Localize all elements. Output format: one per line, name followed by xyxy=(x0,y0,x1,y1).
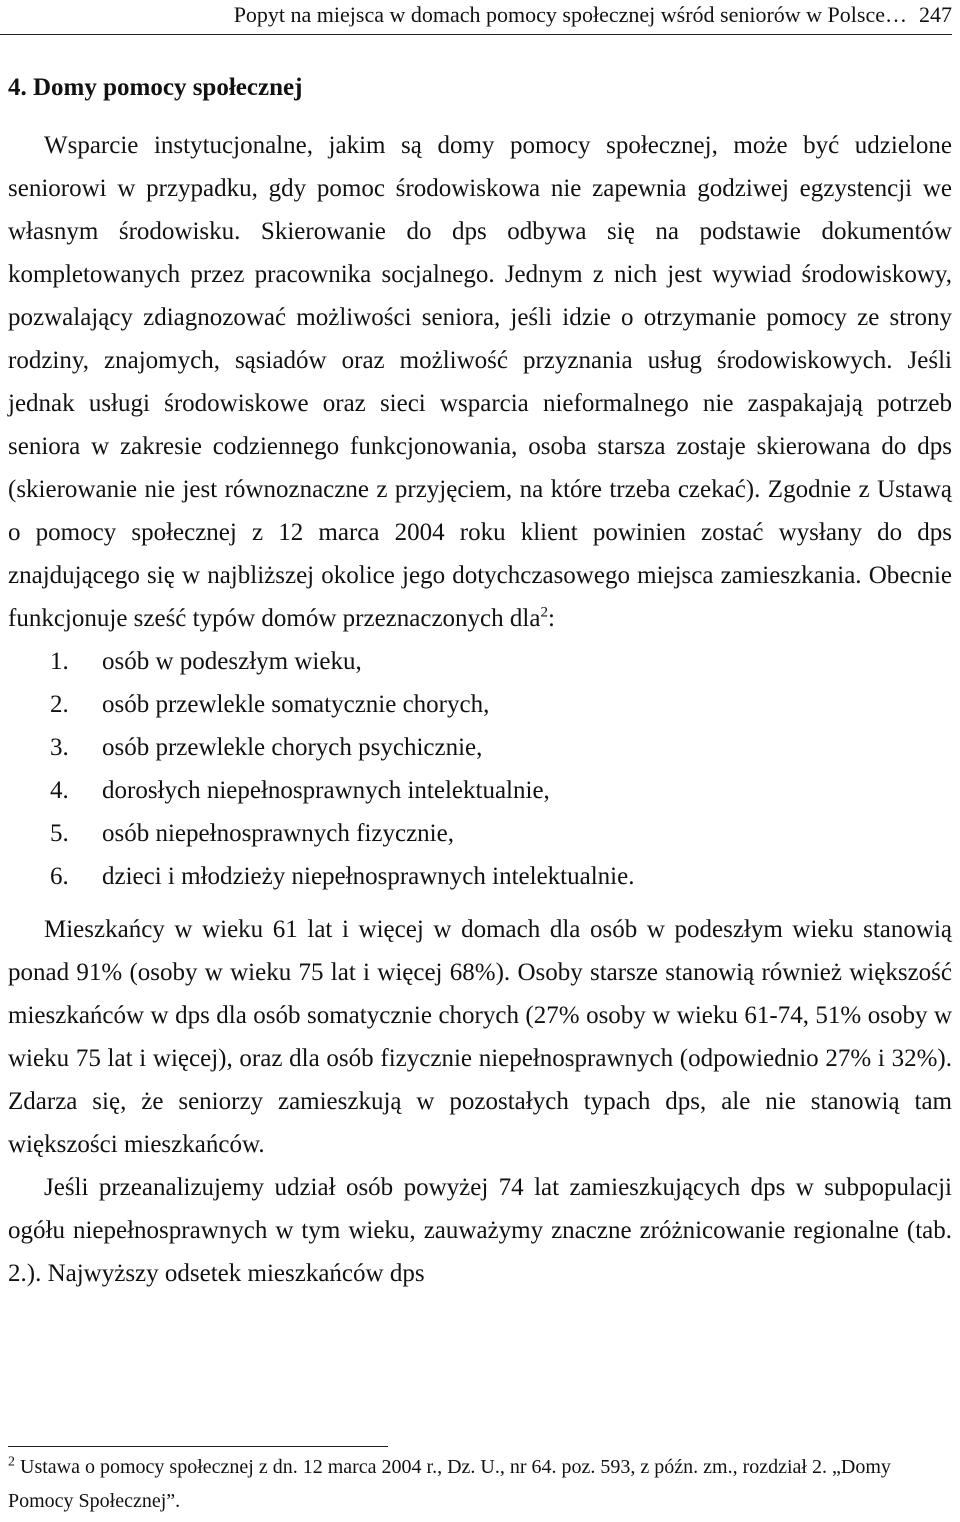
footnote-marker: 2 xyxy=(8,1454,15,1470)
list-item xyxy=(8,683,952,726)
list-item xyxy=(8,812,952,855)
running-header xyxy=(0,0,952,35)
paragraph-2: Mieszkańcy w wieku 61 lat i więcej w domach dla osób w podeszłym wieku stanowią ponad 91% (osoby w wieku 75 lat i więcej 68%). Osoby starsze stanowią również większość mieszkańców w dps dla osób somatycznie chorych (27% osoby w wieku 61-74, 51% osoby w wieku 75 lat i więcej), oraz dla osób fizycznie niepełnosprawnych (odpowiednio 27% i 32%). Zdarza się, że seniorzy zamieszkują w pozostałych typach dps, ale nie stanowią tam większości mieszkańców. xyxy=(8,916,952,1158)
list-item xyxy=(8,855,952,898)
list-item-text: osób przewlekle chorych psychicznie, xyxy=(102,734,483,761)
paragraph-1-colon: : xyxy=(547,605,555,632)
paragraph-3: Jeśli przeanalizujemy udział osób powyżej 74 lat zamieszkujących dps w subpopulacji ogółu niepełnosprawnych w tym wieku, zauważymy znaczne zróżnicowanie regionalne (tab. 2.). Najwyższy odsetek mieszkańców dps xyxy=(8,1174,952,1287)
list-item-number: 4. xyxy=(50,777,69,804)
section-heading: 4. Domy pomocy społecznej xyxy=(8,74,303,101)
list-item-number: 5. xyxy=(50,820,69,847)
list-item xyxy=(8,726,952,769)
footnote-text: Ustawa o pomocy społecznej z dn. 12 marca 2004 r., Dz. U., nr 64. poz. 593, z późn. zm., rozdział 2. „Domy Pomocy Społecznej”. xyxy=(8,1456,891,1512)
body-text xyxy=(8,124,952,1295)
list-item-text: osób niepełnosprawnych fizycznie, xyxy=(102,820,454,847)
running-title: Popyt na miejsca w domach pomocy społecznej wśród seniorów w Polsce… xyxy=(233,2,907,27)
list-item xyxy=(8,640,952,683)
list-item-number: 6. xyxy=(50,863,69,890)
list-item-number: 3. xyxy=(50,734,69,761)
list-item-text: dzieci i młodzieży niepełnosprawnych intelektualnie. xyxy=(102,863,635,890)
paragraph-1-text: Wsparcie instytucjonalne, jakim są domy pomocy społecznej, może być udzielone seniorowi w przypadku, gdy pomoc środowiskowa nie zapewnia godziwej egzystencji we własnym środowisku. Skierowanie do dps odbywa się na podstawie dokumentów kompletowanych przez pracownika socjalnego. Jednym z nich jest wywiad środowiskowy, pozwalający zdiagnozować możliwości seniora, jeśli idzie o otrzymanie pomocy ze strony rodziny, znajomych, sąsiadów oraz możliwość przyznania usług środowiskowych. Jeśli jednak usługi środowiskowe oraz sieci wsparcia nieformalnego nie zaspakajają potrzeb seniora w zakresie codziennego funkcjonowania, osoba starsza zostaje skierowana do dps (skierowanie nie jest równoznaczne z przyjęciem, na które trzeba czekać). Zgodnie z Ustawą o pomocy społecznej z 12 marca 2004 roku klient powinien zostać wysłany do dps znajdującego się w najbliższej okolice jego dotychczasowego miejsca zamieszkania. Obecnie funkcjonuje sześć typów domów przeznaczonych dla xyxy=(8,132,952,632)
dps-types-list xyxy=(8,640,952,898)
footnote-divider xyxy=(8,1446,388,1447)
list-item-text: osób przewlekle somatycznie chorych, xyxy=(102,691,490,718)
list-item-number: 2. xyxy=(50,691,69,718)
list-item xyxy=(8,769,952,812)
paragraph-1 xyxy=(8,124,952,640)
footnote xyxy=(8,1450,952,1518)
list-item-text: osób w podeszłym wieku, xyxy=(102,648,362,675)
footnote-reference[interactable]: 2 xyxy=(540,604,548,621)
page-number: 247 xyxy=(919,2,952,27)
list-item-text: dorosłych niepełnosprawnych intelektualnie, xyxy=(102,777,550,804)
list-item-number: 1. xyxy=(50,648,69,675)
